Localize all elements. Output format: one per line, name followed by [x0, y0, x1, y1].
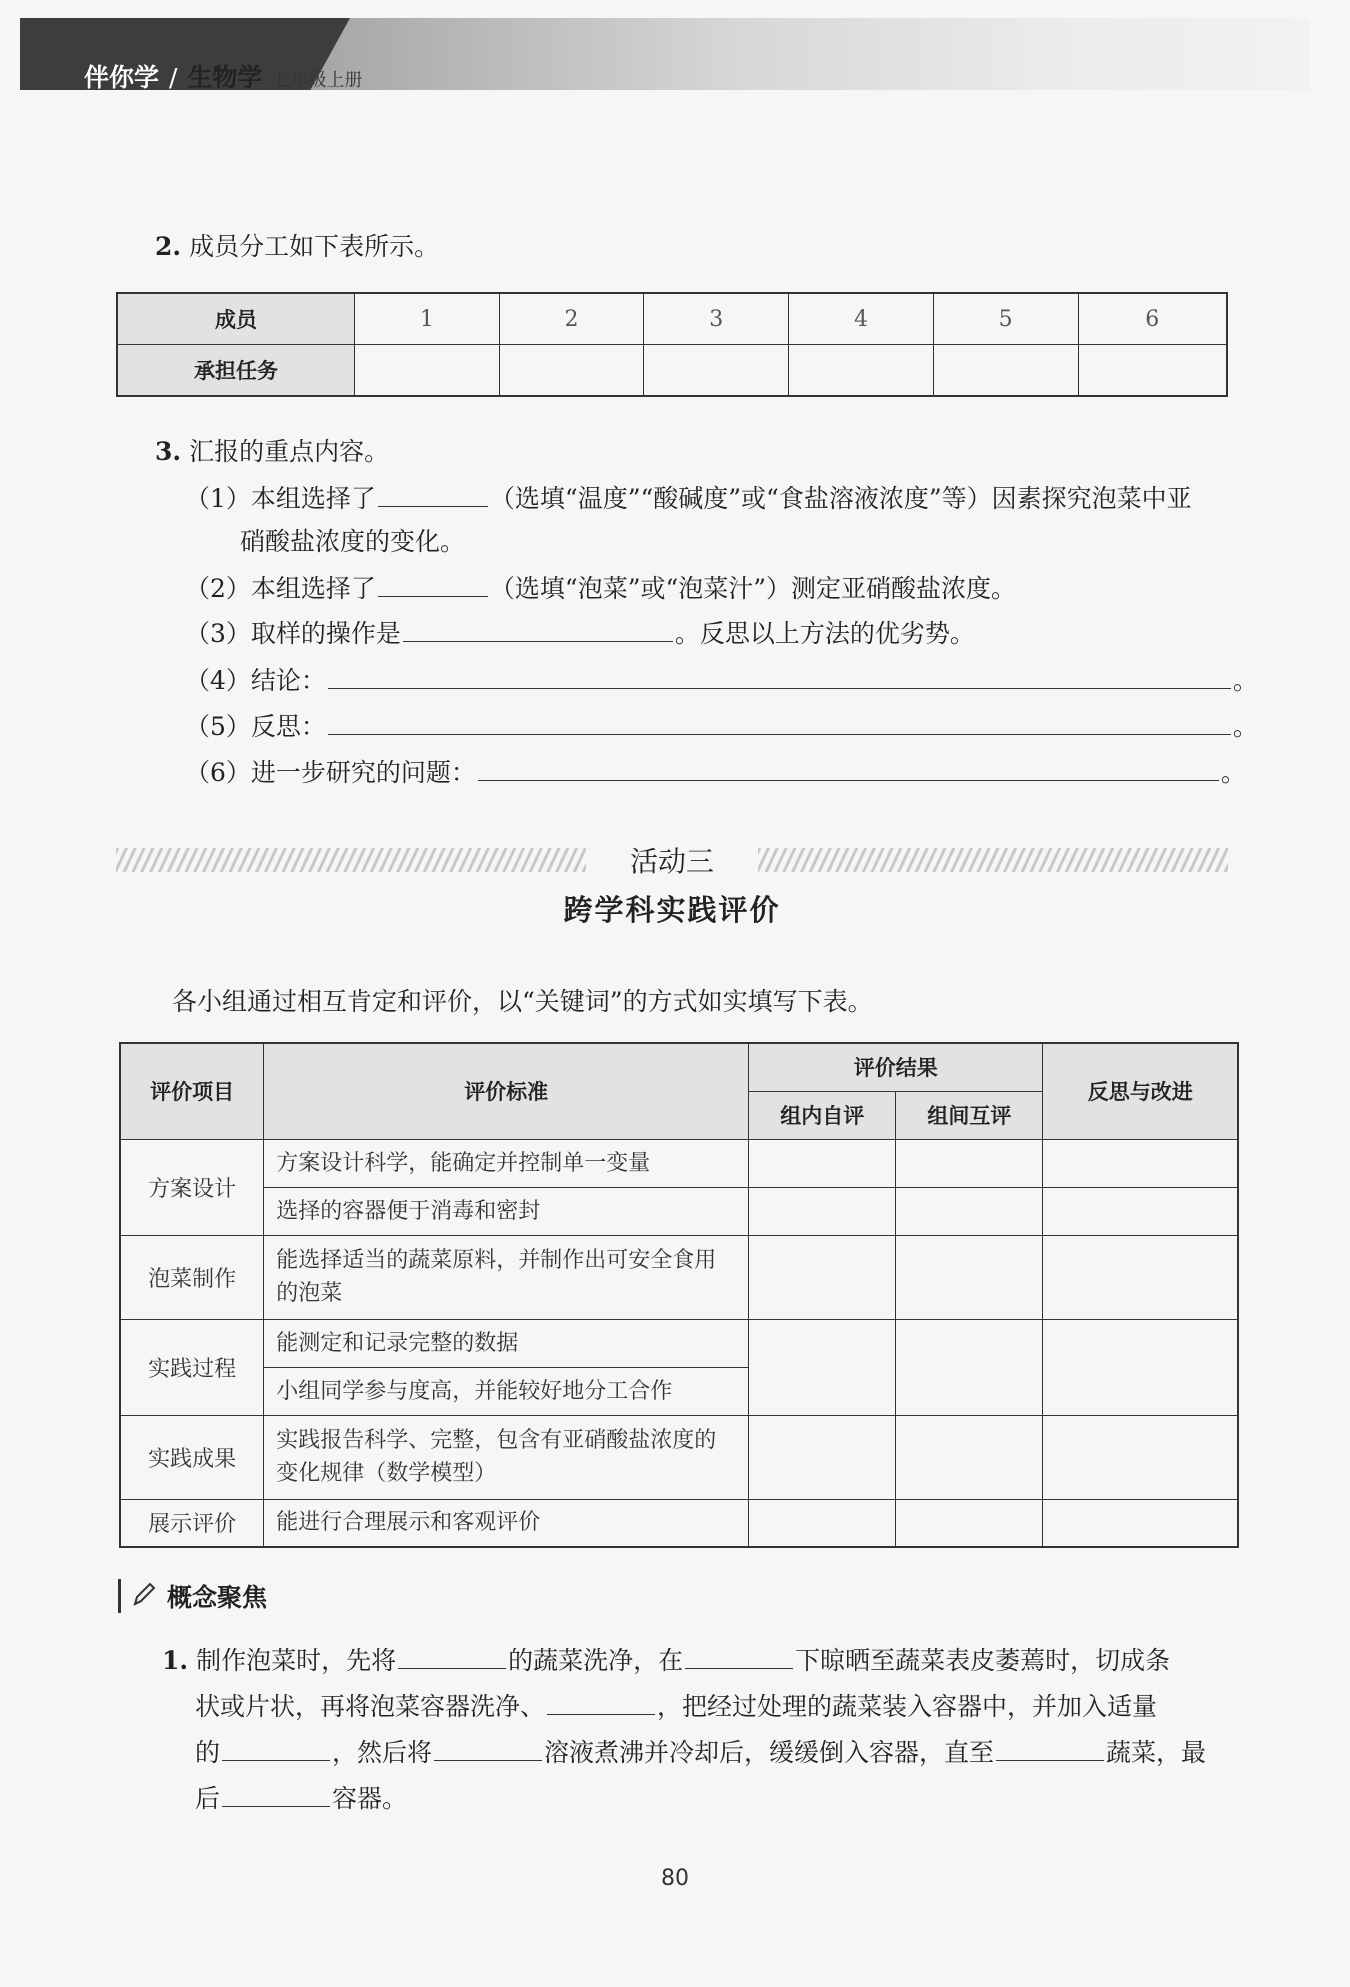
question-text: 制作泡菜时，先将 — [196, 1646, 397, 1675]
eval-criterion: 能测定和记录完整的数据 — [264, 1319, 749, 1367]
question-text: 下晾晒至蔬菜表皮萎蔫时，切成条 — [795, 1646, 1171, 1675]
period: 。 — [1232, 666, 1258, 695]
activity-subtitle: 跨学科实践评价 — [563, 893, 781, 927]
reflection-cell[interactable] — [1043, 1319, 1238, 1415]
activity-title: 活动三 — [629, 845, 714, 878]
answer-blank[interactable] — [547, 1688, 655, 1715]
peer-eval-cell[interactable] — [896, 1235, 1043, 1319]
task-input-cell[interactable] — [644, 345, 789, 397]
answer-blank[interactable] — [685, 1642, 793, 1669]
answer-blank[interactable] — [398, 1642, 506, 1669]
table-row — [120, 1235, 1238, 1319]
question-text: 蔬菜，最 — [1106, 1738, 1207, 1767]
question-number: 2. — [155, 232, 182, 261]
answer-blank[interactable] — [222, 1780, 330, 1807]
table-row — [117, 293, 1227, 345]
subquestion-text: （6）进一步研究的问题： — [185, 758, 476, 787]
eval-item: 泡菜制作 — [120, 1235, 264, 1319]
task-input-cell[interactable] — [789, 345, 934, 397]
reflection-cell[interactable] — [1043, 1139, 1238, 1187]
subquestion-text: （2）本组选择了 — [185, 574, 376, 603]
self-eval-cell[interactable] — [749, 1319, 896, 1415]
question-3 — [155, 435, 389, 469]
table-row — [120, 1187, 1238, 1235]
subquestion-text: （3）取样的操作是 — [185, 619, 401, 648]
header-peer-eval: 组间互评 — [896, 1091, 1043, 1139]
section-bar — [118, 1579, 121, 1613]
table-header-cell: 承担任务 — [117, 345, 355, 397]
answer-blank[interactable] — [434, 1734, 542, 1761]
table-header-cell: 成员 — [117, 293, 355, 345]
table-row — [120, 1319, 1238, 1367]
member-number-cell: 6 — [1078, 293, 1227, 345]
question-text: 的蔬菜洗净，在 — [508, 1646, 684, 1675]
table-row — [120, 1499, 1238, 1547]
question-text: ，然后将 — [332, 1738, 433, 1767]
reflection-cell[interactable] — [1043, 1415, 1238, 1499]
q3-subquestion-6 — [185, 754, 1246, 790]
task-input-cell[interactable] — [933, 345, 1078, 397]
question-2 — [155, 230, 439, 264]
concept-q1-line4 — [195, 1780, 407, 1816]
eval-item: 实践过程 — [120, 1319, 264, 1415]
eval-criterion: 选择的容器便于消毒和密封 — [264, 1187, 749, 1235]
eval-criterion: 能选择适当的蔬菜原料，并制作出可安全食用的泡菜 — [264, 1235, 749, 1319]
question-number: 3. — [155, 437, 182, 466]
peer-eval-cell[interactable] — [896, 1415, 1043, 1499]
concept-title: 概念聚焦 — [167, 1583, 268, 1612]
answer-blank[interactable] — [403, 615, 673, 642]
self-eval-cell[interactable] — [749, 1235, 896, 1319]
member-number-cell: 3 — [644, 293, 789, 345]
page-number: 80 — [661, 1866, 689, 1891]
reflection-cell[interactable] — [1043, 1499, 1238, 1547]
pencil-icon — [131, 1580, 157, 1612]
q3-subquestion-3 — [185, 615, 975, 651]
eval-item: 展示评价 — [120, 1499, 264, 1547]
concept-q1-line1 — [162, 1642, 1170, 1678]
q3-subquestion-1 — [185, 480, 1192, 516]
instruction-text: 各小组通过相互肯定和评价，以“关键词”的方式如实填写下表。 — [172, 987, 873, 1016]
question-text: 成员分工如下表所示。 — [189, 232, 440, 261]
answer-blank[interactable] — [996, 1734, 1104, 1761]
task-input-cell[interactable] — [1078, 345, 1227, 397]
answer-blank[interactable] — [478, 754, 1219, 781]
subquestion-text: （4）结论： — [185, 666, 326, 695]
header-criteria: 评价标准 — [264, 1043, 749, 1139]
self-eval-cell[interactable] — [749, 1187, 896, 1235]
peer-eval-cell[interactable] — [896, 1319, 1043, 1415]
question-number: 1. — [162, 1646, 189, 1675]
peer-eval-cell[interactable] — [896, 1187, 1043, 1235]
q3-subquestion-2 — [185, 570, 1016, 606]
task-input-cell[interactable] — [499, 345, 644, 397]
concept-q1-line3 — [195, 1734, 1206, 1770]
q3-subquestion-5 — [185, 708, 1258, 744]
question-text: 溶液煮沸并冷却后，缓缓倒入容器，直至 — [544, 1738, 995, 1767]
member-number-cell: 2 — [499, 293, 644, 345]
q3-subquestion-1-cont: 硝酸盐浓度的变化。 — [240, 527, 466, 556]
table-row — [117, 345, 1227, 397]
table-row — [120, 1415, 1238, 1499]
subquestion-text: （5）反思： — [185, 712, 326, 741]
subquestion-text: （选填“泡菜”或“泡菜汁”）测定亚硝酸盐浓度。 — [489, 574, 1017, 603]
eval-criterion: 小组同学参与度高，并能较好地分工合作 — [264, 1367, 749, 1415]
eval-item: 方案设计 — [120, 1139, 264, 1235]
table-header-row — [120, 1043, 1238, 1091]
evaluation-table — [119, 1042, 1239, 1548]
member-table — [116, 292, 1228, 397]
question-text: 的 — [195, 1738, 221, 1767]
header-separator: / — [169, 63, 178, 92]
reflection-cell[interactable] — [1043, 1187, 1238, 1235]
eval-criterion: 实践报告科学、完整，包含有亚硝酸盐浓度的变化规律（数学模型） — [264, 1415, 749, 1499]
subquestion-text: （选填“温度”“酸碱度”或“食盐溶液浓度”等）因素探究泡菜中亚 — [489, 484, 1192, 513]
concept-q1-line2 — [195, 1688, 1157, 1724]
grade-label: 七年级上册 — [272, 70, 363, 91]
header-self-eval: 组内自评 — [749, 1091, 896, 1139]
book-header — [84, 58, 362, 92]
question-text: 状或片状，再将泡菜容器洗净、 — [195, 1692, 546, 1721]
subquestion-text: 。反思以上方法的优劣势。 — [674, 619, 975, 648]
eval-item: 实践成果 — [120, 1415, 264, 1499]
answer-blank[interactable] — [328, 708, 1231, 735]
eval-criterion: 能进行合理展示和客观评价 — [264, 1499, 749, 1547]
member-number-cell: 1 — [355, 293, 500, 345]
period: 。 — [1220, 758, 1246, 787]
answer-blank[interactable] — [378, 570, 488, 597]
question-text: ，把经过处理的蔬菜装入容器中，并加入适量 — [657, 1692, 1158, 1721]
eval-criterion: 方案设计科学，能确定并控制单一变量 — [264, 1139, 749, 1187]
series-name: 伴你学 — [84, 63, 160, 92]
table-row — [120, 1139, 1238, 1187]
period: 。 — [1232, 712, 1258, 741]
reflection-cell[interactable] — [1043, 1235, 1238, 1319]
header-reflection: 反思与改进 — [1043, 1043, 1238, 1139]
concept-focus-heading — [118, 1578, 267, 1614]
member-number-cell: 5 — [933, 293, 1078, 345]
question-text: 汇报的重点内容。 — [189, 437, 390, 466]
member-number-cell: 4 — [789, 293, 934, 345]
answer-blank[interactable] — [378, 480, 488, 507]
q3-subquestion-4 — [185, 662, 1258, 698]
peer-eval-cell[interactable] — [896, 1139, 1043, 1187]
answer-blank[interactable] — [222, 1734, 330, 1761]
self-eval-cell[interactable] — [749, 1415, 896, 1499]
task-input-cell[interactable] — [355, 345, 500, 397]
subquestion-text: （1）本组选择了 — [185, 484, 376, 513]
self-eval-cell[interactable] — [749, 1499, 896, 1547]
self-eval-cell[interactable] — [749, 1139, 896, 1187]
question-text: 后 — [195, 1784, 221, 1813]
activity-heading — [116, 840, 1228, 880]
subject-name: 生物学 — [187, 63, 263, 92]
header-item: 评价项目 — [120, 1043, 264, 1139]
question-text: 容器。 — [332, 1784, 408, 1813]
answer-blank[interactable] — [328, 662, 1231, 689]
peer-eval-cell[interactable] — [896, 1499, 1043, 1547]
header-result: 评价结果 — [749, 1043, 1043, 1091]
